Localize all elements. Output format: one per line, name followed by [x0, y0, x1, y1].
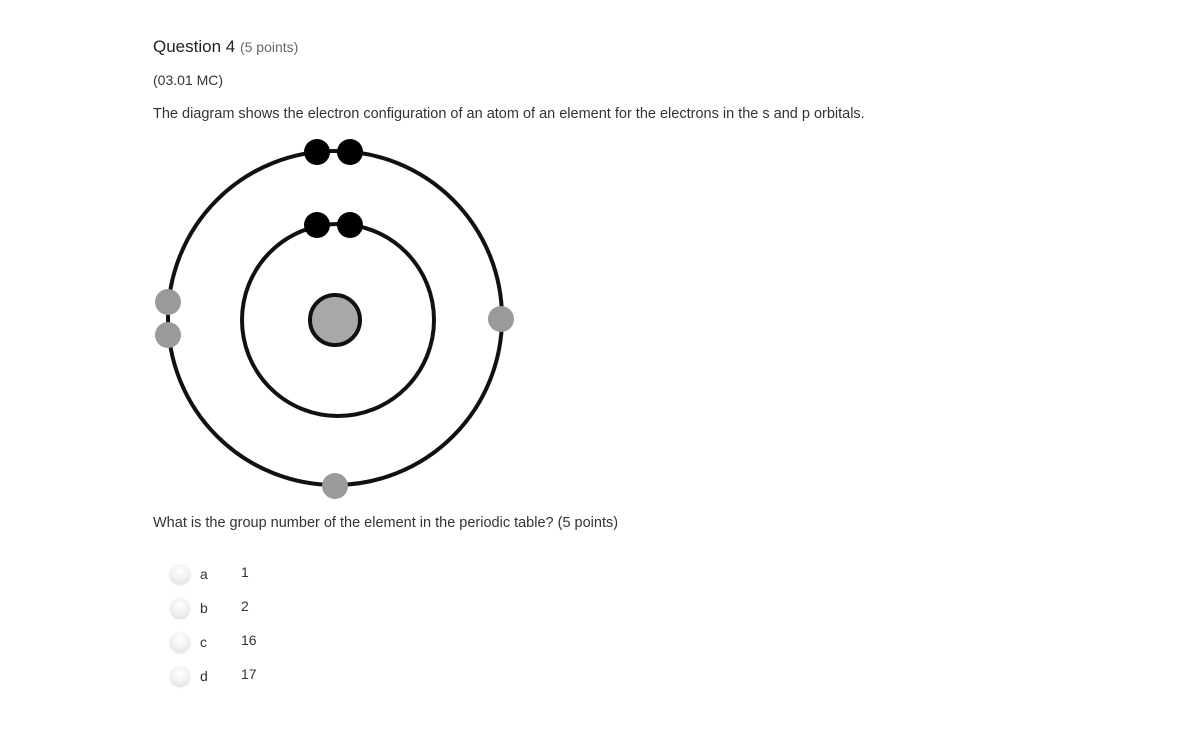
option-letter: b — [200, 600, 208, 616]
question-code: (03.01 MC) — [153, 72, 224, 88]
option-letter: d — [200, 668, 208, 684]
outer-shell-paired-electron — [304, 139, 330, 165]
radio-button[interactable] — [170, 666, 190, 686]
electron-configuration-diagram — [150, 130, 530, 500]
radio-button[interactable] — [170, 632, 190, 652]
inner-shell-paired-electron — [337, 212, 363, 238]
option-c[interactable] — [170, 624, 370, 658]
outer-shell-paired-electron — [337, 139, 363, 165]
question-header — [153, 37, 298, 57]
outer-shell-p-electron — [155, 289, 181, 315]
question-prompt: What is the group number of the element in the periodic table? (5 points) — [153, 515, 619, 531]
outer-shell-p-electron — [488, 306, 514, 332]
question-title: Question 4 — [153, 37, 236, 56]
outer-shell-p-electron — [322, 473, 348, 499]
radio-button[interactable] — [170, 598, 190, 618]
option-a[interactable] — [170, 556, 370, 590]
nucleus — [310, 295, 360, 345]
option-value: 17 — [241, 666, 257, 682]
option-letter: a — [200, 566, 208, 582]
option-value: 1 — [241, 564, 249, 580]
option-letter: c — [200, 634, 207, 650]
radio-button[interactable] — [170, 564, 190, 584]
outer-shell-p-electron — [155, 322, 181, 348]
option-value: 2 — [241, 598, 249, 614]
question-points: (5 points) — [239, 39, 299, 55]
inner-shell-paired-electron — [304, 212, 330, 238]
question-stem: The diagram shows the electron configuration of an atom of an element for the electrons in the s and p orbitals. — [153, 106, 865, 122]
answer-options — [170, 556, 370, 692]
option-value: 16 — [241, 632, 257, 648]
option-d[interactable] — [170, 658, 370, 692]
option-b[interactable] — [170, 590, 370, 624]
